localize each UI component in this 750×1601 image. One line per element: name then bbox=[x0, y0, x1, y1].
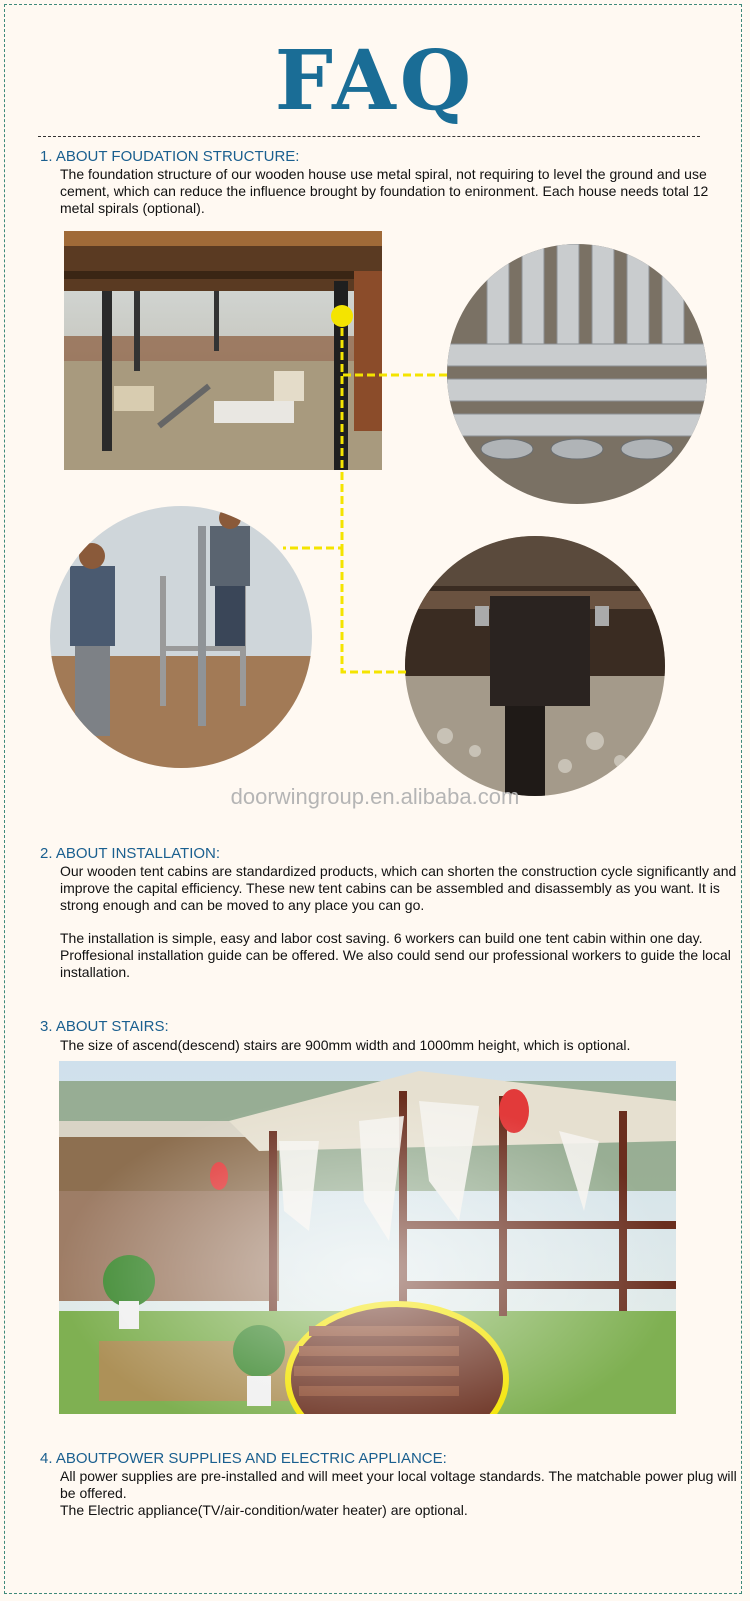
page-title: FAQ bbox=[274, 33, 476, 129]
installation-paragraph-1: Our wooden tent cabins are standardized products, which can shorten the construction cycle significantly and improve the capital efficiency. These new tent cabins can be assembled and disassembly as you want. It is strong enough and can be moved to any place you can go. bbox=[60, 863, 737, 913]
watermark: doorwingroup.en.alibaba.com bbox=[230, 784, 520, 809]
foundation-paragraph: The foundation structure of our wooden house use metal spiral, not requiring to level the ground and use cement, which can reduce the influence brought by foundation to enironment. Each house needs total 12 metal spirals (optional). bbox=[60, 166, 709, 216]
section-heading-foundation: 1. ABOUT FOUDATION STRUCTURE: bbox=[40, 148, 300, 165]
section-heading-installation: 2. ABOUT INSTALLATION: bbox=[40, 845, 221, 862]
power-paragraph-1: All power supplies are pre-installed and will meet your local voltage standards. The matchable power plug will be offered. bbox=[60, 1468, 737, 1501]
section-heading-power: 4. ABOUTPOWER SUPPLIES AND ELECTRIC APPLIANCE: bbox=[40, 1450, 447, 1467]
power-paragraph-2: The Electric appliance(TV/air-condition/water heater) are optional. bbox=[60, 1502, 468, 1518]
installation-paragraph-2: The installation is simple, easy and labor cost saving. 6 workers can build one tent cabin within one day. Proffesional installation guide can be offered. We also could send our professional workers to guide the local installation. bbox=[60, 930, 731, 980]
section-heading-stairs: 3. ABOUT STAIRS: bbox=[40, 1018, 169, 1035]
stairs-paragraph: The size of ascend(descend) stairs are 900mm width and 1000mm height, which is optional. bbox=[60, 1037, 631, 1053]
tent-cabin-stairs-photo bbox=[59, 1061, 676, 1414]
